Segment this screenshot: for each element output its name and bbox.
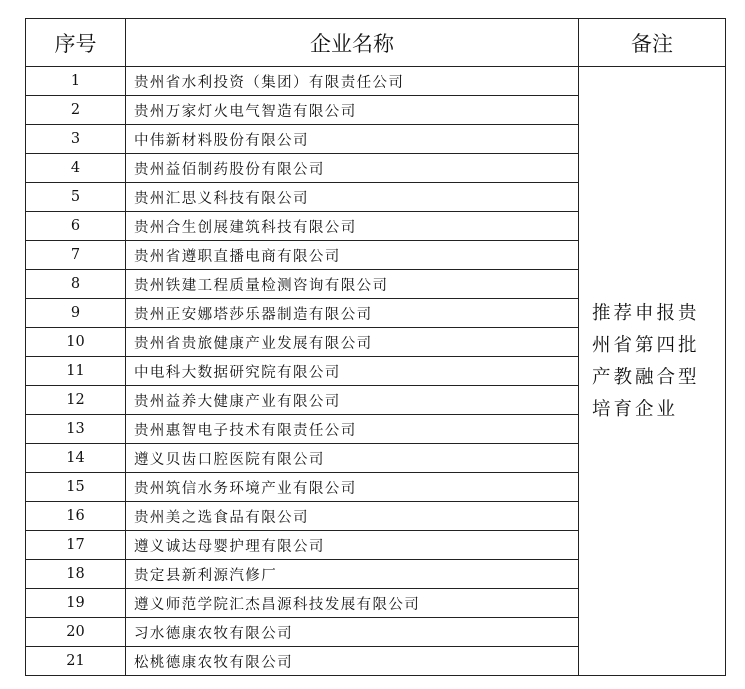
enterprise-name-cell: 贵州筑信水务环境产业有限公司: [126, 473, 579, 502]
enterprise-name-cell: 中伟新材料股份有限公司: [126, 125, 579, 154]
serial-number-cell: 14: [26, 444, 126, 473]
serial-number-cell: 16: [26, 502, 126, 531]
enterprise-name-cell: 遵义贝齿口腔医院有限公司: [126, 444, 579, 473]
serial-number-cell: 4: [26, 154, 126, 183]
enterprise-table: [25, 18, 726, 676]
serial-number-cell: 9: [26, 299, 126, 328]
enterprise-name-cell: 贵州益佰制药股份有限公司: [126, 154, 579, 183]
header-row: [26, 19, 726, 67]
table-body: [26, 67, 726, 676]
serial-number-cell: 7: [26, 241, 126, 270]
enterprise-name-cell: 贵州万家灯火电气智造有限公司: [126, 96, 579, 125]
remark-text: 推荐申报贵州省第四批产教融合型培育企业: [592, 303, 700, 420]
serial-number-cell: 1: [26, 67, 126, 96]
serial-number-cell: 13: [26, 415, 126, 444]
enterprise-name-cell: 贵州正安娜塔莎乐器制造有限公司: [126, 299, 579, 328]
serial-number-cell: 21: [26, 647, 126, 676]
enterprise-name-cell: 贵定县新利源汽修厂: [126, 560, 579, 589]
enterprise-name-cell: 中电科大数据研究院有限公司: [126, 357, 579, 386]
enterprise-name-cell: 贵州合生创展建筑科技有限公司: [126, 212, 579, 241]
header-remark: 备注: [579, 19, 726, 67]
enterprise-name-cell: 贵州益养大健康产业有限公司: [126, 386, 579, 415]
serial-number-cell: 5: [26, 183, 126, 212]
serial-number-cell: 18: [26, 560, 126, 589]
serial-number-cell: 15: [26, 473, 126, 502]
header-serial-number: 序号: [26, 19, 126, 67]
enterprise-name-cell: 贵州省贵旅健康产业发展有限公司: [126, 328, 579, 357]
enterprise-name-cell: 贵州惠智电子技术有限责任公司: [126, 415, 579, 444]
header-enterprise-name: 企业名称: [126, 19, 579, 67]
enterprise-name-cell: 遵义诚达母婴护理有限公司: [126, 531, 579, 560]
serial-number-cell: 6: [26, 212, 126, 241]
enterprise-name-cell: 贵州铁建工程质量检测咨询有限公司: [126, 270, 579, 299]
serial-number-cell: 8: [26, 270, 126, 299]
serial-number-cell: 20: [26, 618, 126, 647]
serial-number-cell: 12: [26, 386, 126, 415]
serial-number-cell: 19: [26, 589, 126, 618]
serial-number-cell: 2: [26, 96, 126, 125]
serial-number-cell: 11: [26, 357, 126, 386]
enterprise-name-cell: 贵州省遵职直播电商有限公司: [126, 241, 579, 270]
serial-number-cell: 3: [26, 125, 126, 154]
table-row: [26, 67, 726, 96]
serial-number-cell: 10: [26, 328, 126, 357]
enterprise-name-cell: 习水德康农牧有限公司: [126, 618, 579, 647]
remark-cell: [579, 67, 726, 676]
enterprise-name-cell: 贵州省水利投资（集团）有限责任公司: [126, 67, 579, 96]
enterprise-name-cell: 松桃德康农牧有限公司: [126, 647, 579, 676]
enterprise-name-cell: 贵州汇思义科技有限公司: [126, 183, 579, 212]
serial-number-cell: 17: [26, 531, 126, 560]
enterprise-name-cell: 贵州美之选食品有限公司: [126, 502, 579, 531]
enterprise-name-cell: 遵义师范学院汇杰昌源科技发展有限公司: [126, 589, 579, 618]
